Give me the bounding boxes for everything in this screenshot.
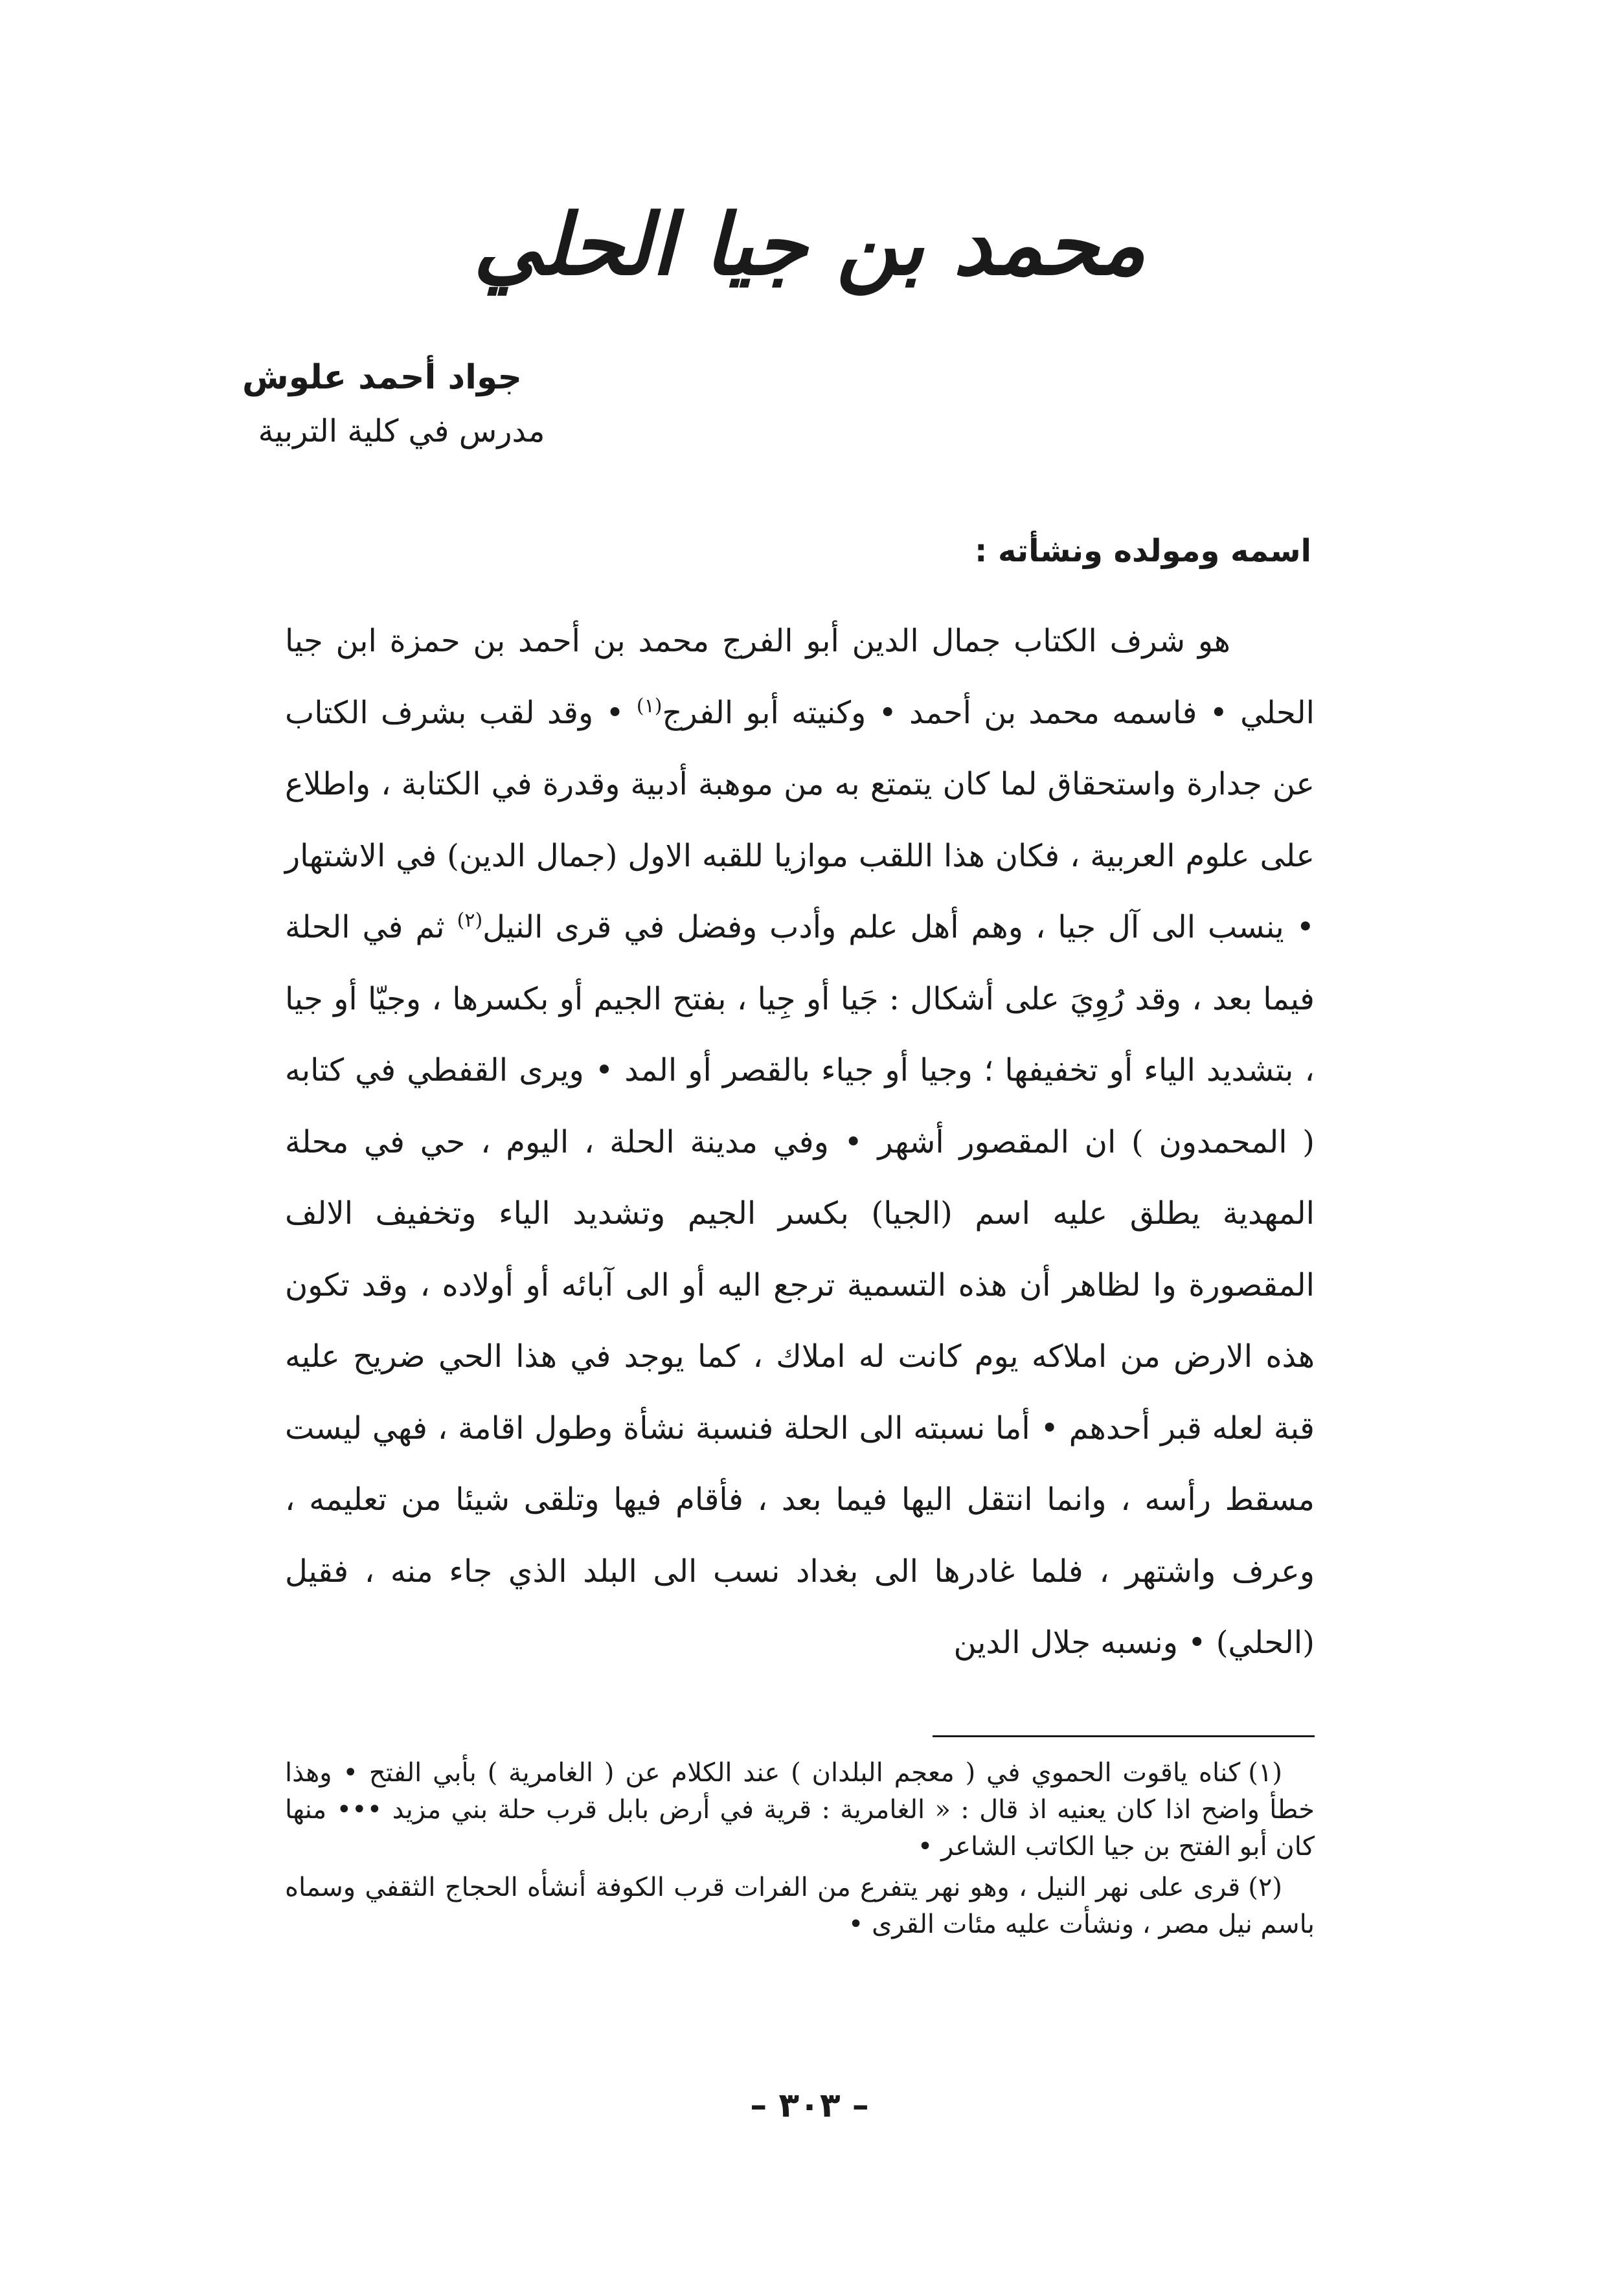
footnote-2 — [285, 1869, 1315, 1943]
author-affiliation: مدرس في كلية التربية — [258, 413, 545, 449]
article-title: محمد بن جيا الحلي — [473, 195, 1146, 294]
body-paragraph — [285, 605, 1315, 1679]
footnotes — [285, 1755, 1315, 1947]
footnote-ref-2[interactable]: (٢) — [457, 909, 483, 932]
footnote-number: (١) — [1248, 1758, 1282, 1788]
footnote-text: كناه ياقوت الحموي في ( معجم البلدان ) عند الكلام عن ( الغامرية ) بأبي الفتح • وهذا خطأ واضح اذا كان يعنيه اذ قال : « الغامرية : قرية في أرض بابل قرب حلة بني مزيد ••• منها كان أبو الفتح بن جيا الكاتب الشاعر • — [285, 1758, 1315, 1862]
author-name: جواد أحمد علوش — [242, 358, 523, 397]
footnote-text: قرى على نهر النيل ، وهو نهر يتفرع من الفرات قرب الكوفة أنشأه الحجاج الثقفي وسماه باسم نيل مصر ، ونشأت عليه مئات القرى • — [285, 1873, 1315, 1939]
body-text-part-3: ثم في الحلة فيما بعد ، وقد رُوِيَ على أشكال : جَيا أو جِيا ، بفتح الجيم أو بكسرها ، وجيّا أو جيا ، بتشديد الياء أو تخفيفها ؛ وجيا أو جياء بالقصر أو المد • ويرى القفطي في كتابه ( المحمدون ) ان المقصور أشهر • وفي مدينة الحلة ، اليوم ، حي في محلة المهدية يطلق عليه اسم (الجيا) بكسر الجيم وتشديد الياء وتخفيف الالف المقصورة وا لظاهر أن هذه التسمية ترجع اليه أو الى آبائه أو أولاده ، وقد تكون هذه الارض من املاكه يوم كانت له املاك ، كما يوجد في هذا الحي ضريح عليه قبة لعله قبر أحدهم • أما نسبته الى الحلة فنسبة نشأة وطول اقامة ، فهي ليست مسقط رأسه ، وانما انتقل اليها فيما بعد ، فأقام فيها وتلقى شيئا من تعليمه ، وعرف واشتهر ، فلما غادرها الى بغداد نسب الى البلد الذي جاء منه ، فقيل (الحلي) • ونسبه جلال الدين — [285, 909, 1315, 1661]
section-heading: اسمه ومولده ونشأته : — [975, 533, 1311, 569]
page-number: – ٣٠٣ – — [750, 2086, 869, 2125]
footnote-ref-1[interactable]: (١) — [636, 694, 662, 717]
footnote-divider — [933, 1735, 1315, 1737]
body-text-part-1: هو شرف الكتاب جمال الدين أبو الفرج محمد بن أحمد بن حمزة ابن جيا الحلي • فاسمه محمد بن أحمد • وكنيته أبو الفرج — [285, 623, 1315, 731]
footnote-1 — [285, 1755, 1315, 1865]
footnote-number: (٢) — [1248, 1873, 1282, 1902]
body-text-part-2: • وقد لقب بشرف الكتاب عن جدارة واستحقاق لما كان يتمتع به من موهبة أدبية وقدرة في الكتابة ، واطلاع على علوم العربية ، فكان هذا اللقب موازيا للقبه الاول (جمال الدين) في الاشتهار • ينسب الى آل جيا ، وهم أهل علم وأدب وفضل في قرى النيل — [285, 694, 1315, 945]
